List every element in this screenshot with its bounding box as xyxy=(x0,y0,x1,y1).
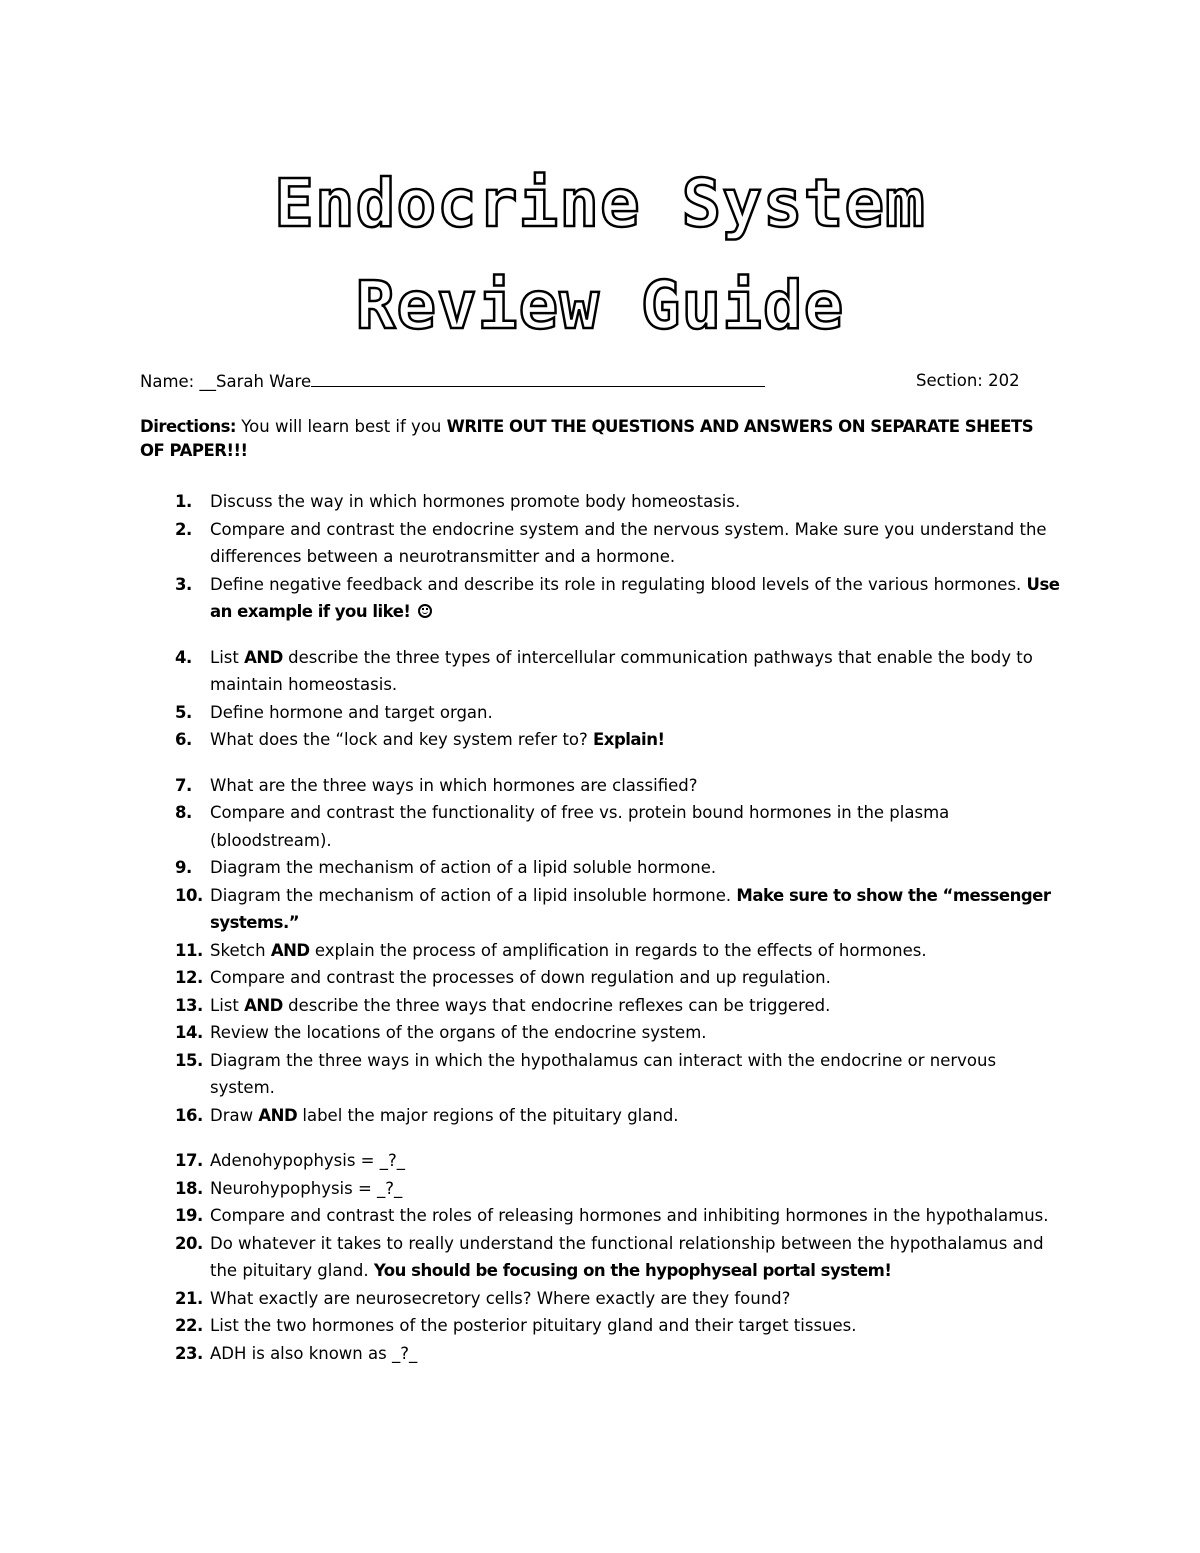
question-number: 14. xyxy=(175,1023,203,1042)
question-text: Diagram the mechanism of action of a lipid insoluble hormone. xyxy=(210,885,732,905)
question-number: 4. xyxy=(175,647,192,667)
question-text: Review the locations of the organs of the endocrine system. xyxy=(210,1023,707,1042)
question-number: 21. xyxy=(175,1288,203,1308)
question-number: 6. xyxy=(175,730,192,749)
question-text: Do whatever it takes to really understand the functional relationship between the hypothalamus and the pituitary gland. xyxy=(210,1233,1044,1280)
question-text: Diagram the mechanism of action of a lipid soluble hormone. xyxy=(210,858,717,877)
list-item xyxy=(140,1175,1060,1203)
question-text: Neurohypophysis = _?_ xyxy=(210,1178,403,1198)
list-item xyxy=(140,516,1060,571)
question-text: Adenohypophysis = _?_ xyxy=(210,1151,406,1170)
question-emphasis: AND xyxy=(270,940,310,960)
smiley-icon xyxy=(418,604,432,618)
question-text: describe the three ways that endocrine reflexes can be triggered. xyxy=(288,995,831,1015)
question-number: 2. xyxy=(175,519,192,539)
list-item xyxy=(140,1230,1060,1285)
question-number: 15. xyxy=(175,1050,203,1070)
question-emphasis: AND xyxy=(244,647,283,667)
list-item xyxy=(140,772,1060,800)
question-text: Compare and contrast the roles of releasing hormones and inhibiting hormones in the hypothalamus. xyxy=(210,1206,1049,1225)
title-line-1: Endocrine System xyxy=(274,165,926,242)
question-number: 17. xyxy=(175,1151,203,1170)
list-item xyxy=(140,882,1060,937)
question-number: 11. xyxy=(175,940,203,960)
directions-emphasis: WRITE OUT THE QUESTIONS AND ANSWERS ON SEPARATE SHEETS OF PAPER!!! xyxy=(140,417,1034,460)
list-item xyxy=(140,571,1060,626)
question-number: 13. xyxy=(175,995,203,1015)
question-text: Define negative feedback and describe its role in regulating blood levels of the various hormones. xyxy=(210,574,1022,594)
question-number: 22. xyxy=(175,1316,203,1335)
list-item xyxy=(140,644,1060,699)
question-text: Compare and contrast the functionality of free vs. protein bound hormones in the plasma (bloodstream). xyxy=(210,803,950,850)
question-number: 16. xyxy=(175,1105,203,1125)
question-text: What does the “lock and key system refer to? xyxy=(210,730,588,749)
question-prefix: Draw xyxy=(210,1105,254,1125)
question-number: 5. xyxy=(175,702,192,722)
question-emphasis: You should be focusing on the hypophyseal portal system! xyxy=(373,1261,892,1280)
name-label: Name: __Sarah Ware xyxy=(140,372,312,391)
title-line-2: Review Guide xyxy=(355,267,845,344)
list-item xyxy=(140,1019,1060,1047)
list-item xyxy=(140,488,1060,516)
question-number: 20. xyxy=(175,1233,203,1253)
list-item xyxy=(140,726,1060,754)
question-text: What are the three ways in which hormones are classified? xyxy=(210,775,698,795)
list-item xyxy=(140,992,1060,1020)
question-prefix: List xyxy=(210,995,239,1015)
name-underline xyxy=(311,368,765,387)
question-number: 7. xyxy=(175,775,192,795)
question-text: List the two hormones of the posterior pituitary gland and their target tissues. xyxy=(210,1316,857,1335)
list-item xyxy=(140,799,1060,854)
name-field xyxy=(140,368,765,395)
question-emphasis: Use an example if you like! xyxy=(210,574,1060,621)
section-field: Section: 202 xyxy=(916,371,1020,390)
list-item xyxy=(140,1340,1060,1368)
list-item xyxy=(140,964,1060,992)
directions xyxy=(140,415,1060,463)
list-item xyxy=(140,854,1060,882)
question-number: 1. xyxy=(175,492,192,511)
question-number: 19. xyxy=(175,1206,203,1225)
list-item xyxy=(140,1102,1060,1130)
question-number: 3. xyxy=(175,574,192,594)
question-emphasis: AND xyxy=(244,995,283,1015)
directions-label: Directions: xyxy=(140,417,237,436)
list-item xyxy=(140,1202,1060,1230)
list-item xyxy=(140,1047,1060,1102)
list-item xyxy=(140,1147,1060,1175)
question-text: describe the three types of intercellular communication pathways that enable the body to maintain homeostasis. xyxy=(210,647,1033,694)
question-number: 18. xyxy=(175,1178,203,1198)
question-emphasis: AND xyxy=(258,1105,298,1125)
question-text: Discuss the way in which hormones promote body homeostasis. xyxy=(210,492,741,511)
question-text: Diagram the three ways in which the hypothalamus can interact with the endocrine or nervous system. xyxy=(210,1050,997,1097)
question-number: 23. xyxy=(175,1343,203,1363)
list-item xyxy=(140,1285,1060,1313)
question-number: 9. xyxy=(175,858,192,877)
list-item xyxy=(140,699,1060,727)
question-text: What exactly are neurosecretory cells? Where exactly are they found? xyxy=(210,1288,791,1308)
question-number: 10. xyxy=(175,885,203,905)
question-text: explain the process of amplification in regards to the effects of hormones. xyxy=(314,940,927,960)
question-text: ADH is also known as _?_ xyxy=(210,1343,418,1363)
question-number: 12. xyxy=(175,968,203,987)
question-prefix: List xyxy=(210,647,239,667)
question-text: Define hormone and target organ. xyxy=(210,702,493,722)
question-text: Compare and contrast the processes of down regulation and up regulation. xyxy=(210,968,831,987)
question-emphasis: Explain! xyxy=(593,730,665,749)
list-item xyxy=(140,1312,1060,1340)
question-text: label the major regions of the pituitary gland. xyxy=(302,1105,679,1125)
question-text: Compare and contrast the endocrine system and the nervous system. Make sure you understand the differences between a neurotransmitter and a hormone. xyxy=(210,519,1047,566)
list-item xyxy=(140,937,1060,965)
question-emphasis: Make sure to show the “messenger systems.” xyxy=(210,885,1051,932)
question-number: 8. xyxy=(175,803,192,822)
directions-text: You will learn best if you xyxy=(241,417,442,436)
question-list xyxy=(140,488,1060,1367)
question-prefix: Sketch xyxy=(210,940,266,960)
